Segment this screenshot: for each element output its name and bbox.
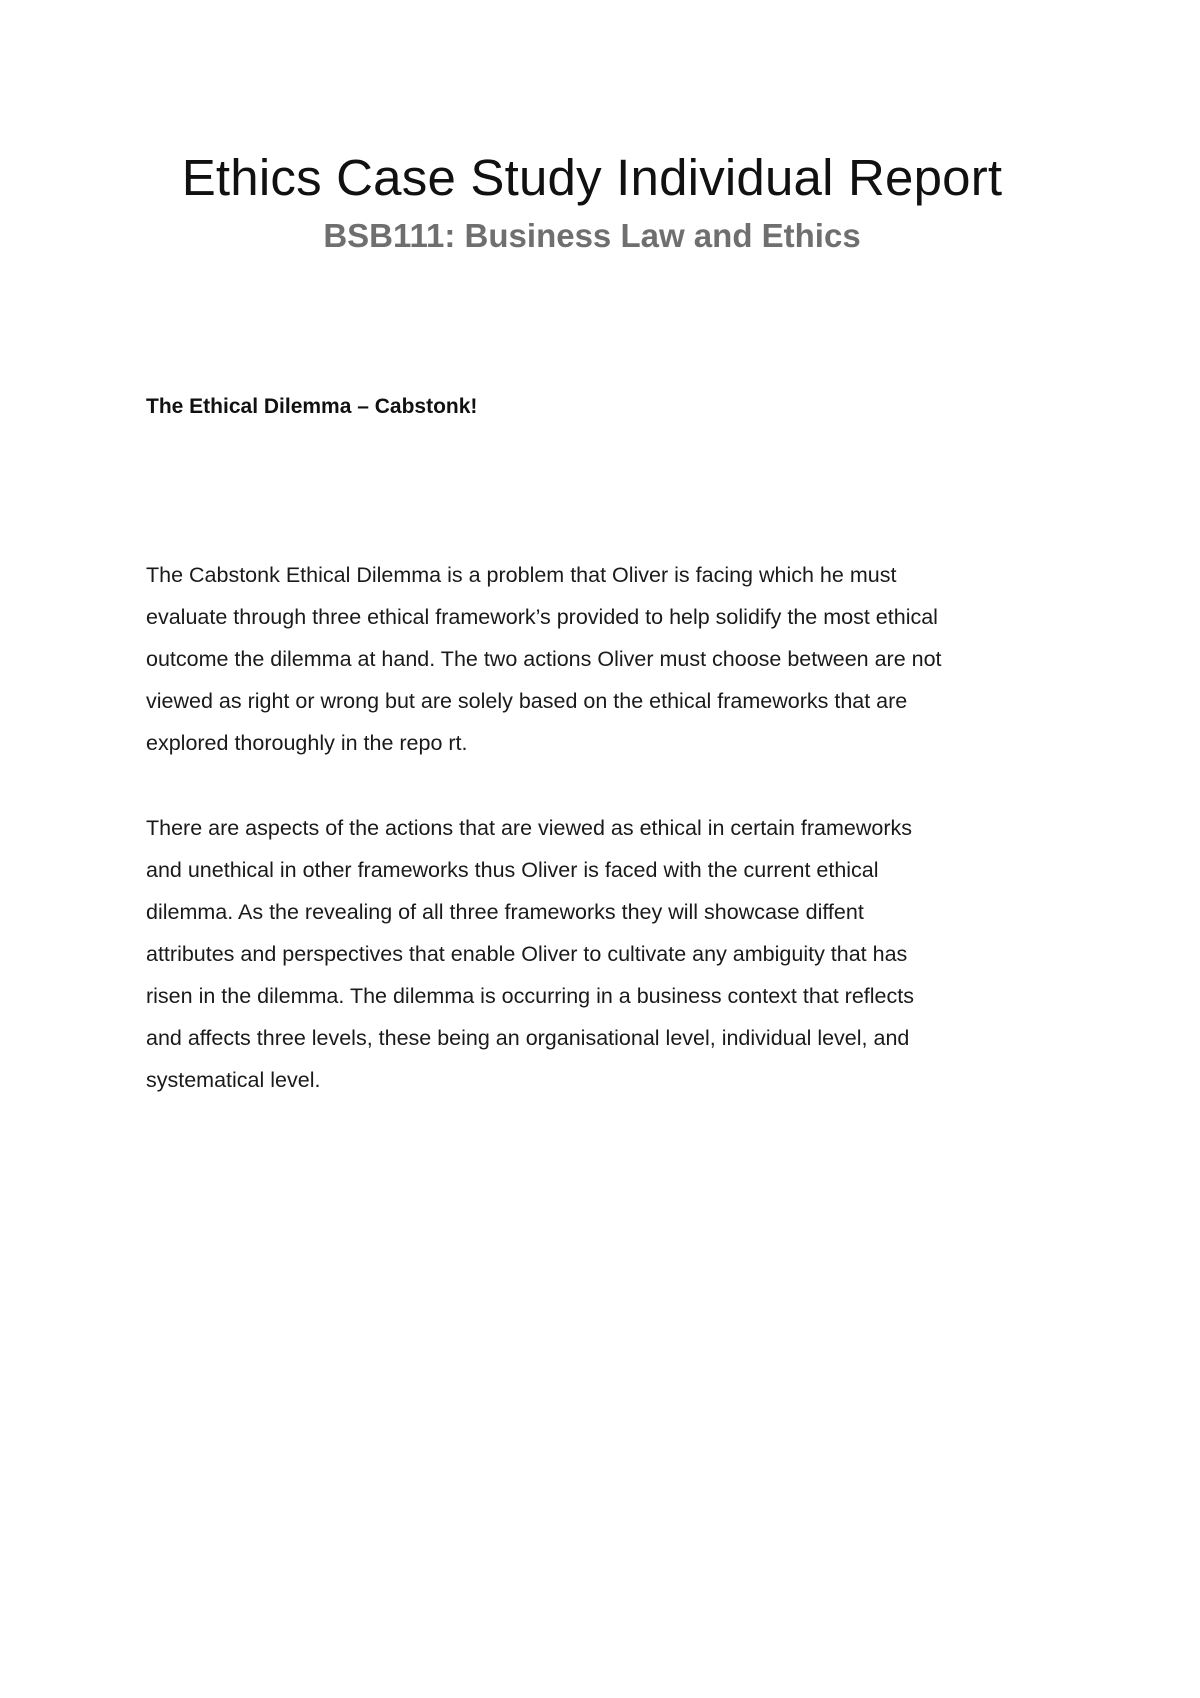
paragraph-line: viewed as right or wrong but are solely based on the ethical frameworks that are: [146, 689, 908, 713]
paragraph-line: and unethical in other frameworks thus Oliver is faced with the current ethical: [146, 858, 879, 882]
paragraph-line: There are aspects of the actions that are viewed as ethical in certain frameworks: [146, 816, 913, 840]
page-subtitle: BSB111: Business Law and Ethics: [323, 217, 861, 254]
page-title: Ethics Case Study Individual Report: [181, 149, 1003, 206]
paragraph-line: and affects three levels, these being an organisational level, individual level, and: [146, 1026, 910, 1050]
paragraph-line: systematical level.: [146, 1068, 321, 1092]
paragraph-line: evaluate through three ethical framework’s provided to help solidify the most ethical: [146, 605, 938, 629]
paragraph-line: dilemma. As the revealing of all three frameworks they will showcase diffent: [146, 900, 864, 924]
paragraph-line: The Cabstonk Ethical Dilemma is a problem that Oliver is facing which he must: [146, 563, 897, 587]
section-heading: The Ethical Dilemma – Cabstonk!: [146, 395, 478, 418]
paragraph-1: [146, 554, 1066, 764]
paragraph-2: [146, 807, 1066, 1101]
paragraph-line: explored thoroughly in the repo rt.: [146, 731, 468, 755]
paragraph-line: attributes and perspectives that enable Oliver to cultivate any ambiguity that has: [146, 942, 908, 966]
paragraph-line: outcome the dilemma at hand. The two actions Oliver must choose between are not: [146, 647, 942, 671]
paragraph-line: risen in the dilemma. The dilemma is occurring in a business context that reflects: [146, 984, 914, 1008]
